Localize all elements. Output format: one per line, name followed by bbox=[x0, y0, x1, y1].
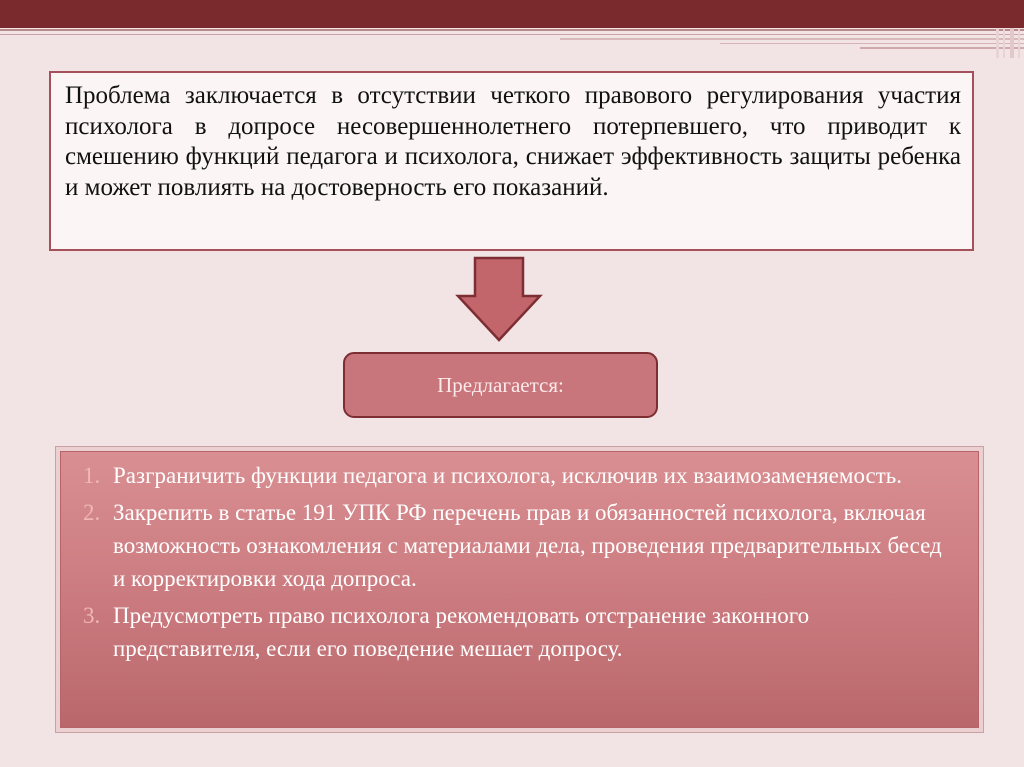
problem-statement-box bbox=[49, 71, 974, 251]
measure-text: Закрепить в статье 191 УПК РФ перечень прав и обязанностей психолога, включая возможность ознакомления с материалами дела, проведения предварительных бесед и корректировки хода допроса. bbox=[113, 500, 942, 591]
measure-item bbox=[83, 459, 958, 492]
measure-text: Разграничить функции педагога и психолога, исключив их взаимозаменяемость. bbox=[113, 463, 903, 488]
proposal-box bbox=[343, 352, 658, 418]
measures-list bbox=[83, 459, 958, 665]
measure-number: 1. bbox=[83, 463, 101, 488]
proposal-label: Предлагается: bbox=[437, 372, 564, 397]
problem-statement-text: Проблема заключается в отсутствии четкого правового регулирования участия психолога в допросе несовершеннолетнего потерпевшего, что приводит к смешению функций педагога и психолога, снижает эффективность защиты ребенка и может повлиять на достоверность его показаний. bbox=[65, 82, 961, 201]
measure-number: 2. bbox=[83, 500, 101, 525]
top-band bbox=[0, 0, 1024, 28]
measure-number: 3. bbox=[83, 603, 101, 628]
measure-text: Предусмотреть право психолога рекомендовать отстранение законного представителя, если его поведение мешает допросу. bbox=[113, 603, 810, 661]
measure-item bbox=[83, 599, 958, 665]
measure-item bbox=[83, 496, 958, 595]
measures-box bbox=[60, 451, 979, 728]
decorative-stripes bbox=[0, 28, 1024, 60]
down-arrow-icon bbox=[455, 256, 543, 342]
